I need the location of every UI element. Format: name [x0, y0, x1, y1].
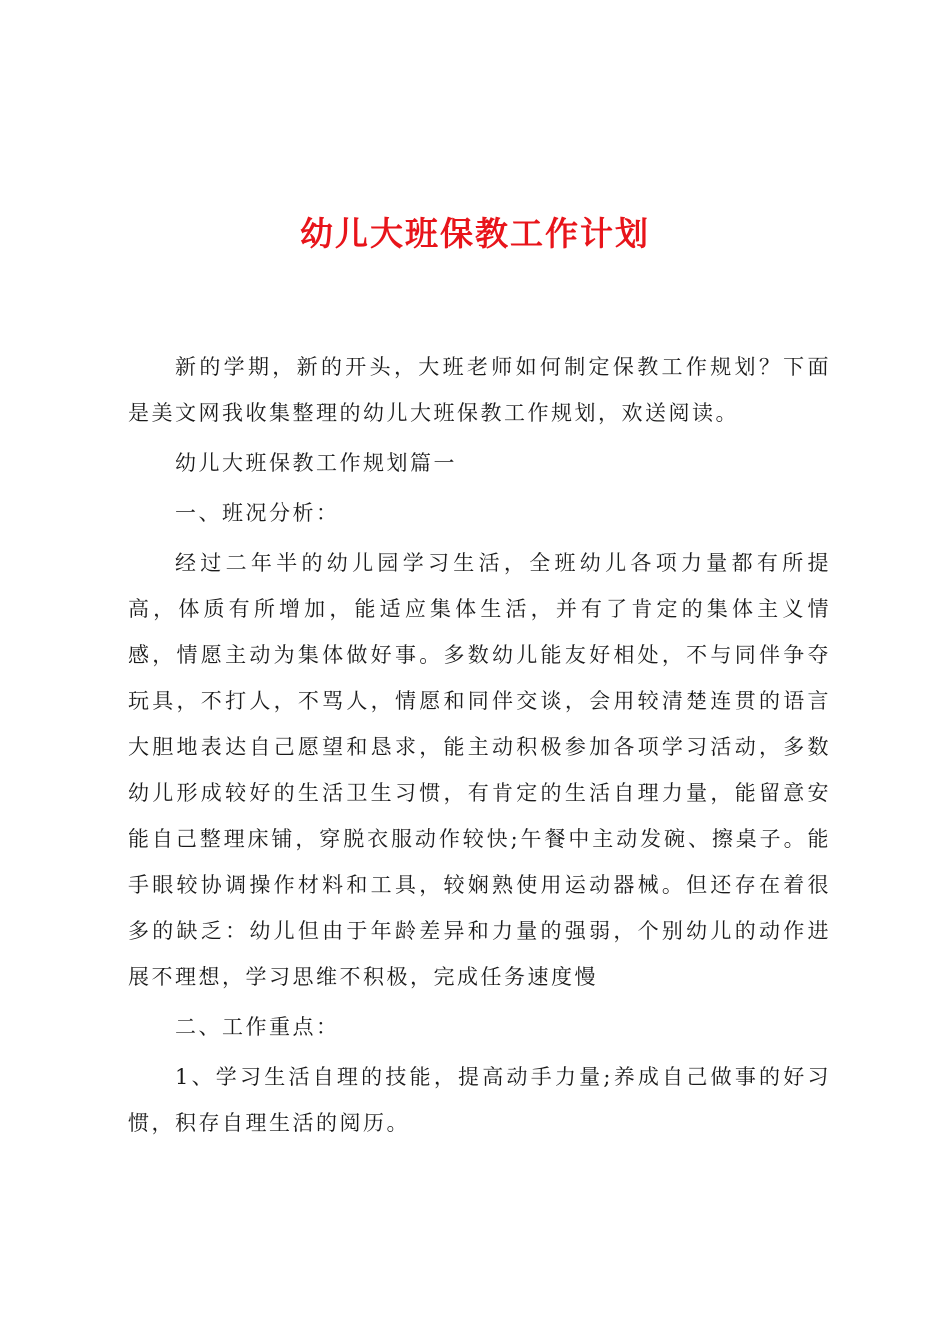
class-analysis-paragraph: 经过二年半的幼儿园学习生活，全班幼儿各项力量都有所提高，体质有所增加，能适应集体生活，并有了肯定的集体主义情感，情愿主动为集体做好事。多数幼儿能友好相处，不与同伴争夺玩具，不打人，不骂人，情愿和同伴交谈，会用较清楚连贯的语言大胆地表达自己愿望和恳求，能主动积极参加各项学习活动，多数幼儿形成较好的生活卫生习惯，有肯定的生活自理力量，能留意安能自己整理床铺，穿脱衣服动作较快;午餐中主动发碗、擦桌子。能手眼较协调操作材料和工具，较娴熟使用运动器械。但还存在着很多的缺乏：幼儿但由于年龄差异和力量的强弱，个别幼儿的动作进展不理想，学习思维不积极，完成任务速度慢: [128, 551, 831, 989]
document-title: 幼儿大班保教工作计划: [300, 214, 650, 253]
section-heading-work-focus: 二、工作重点：: [175, 1015, 340, 1039]
section-heading-part-one: 幼儿大班保教工作规划篇一: [175, 451, 457, 475]
document-body: [128, 344, 831, 1150]
work-focus-item-1: 1、学习生活自理的技能，提高动手力量;养成自己做事的好习惯，积存自理生活的阅历。: [128, 1065, 831, 1135]
section-heading-class-analysis: 一、班况分析：: [175, 501, 340, 525]
intro-paragraph: 新的学期，新的开头，大班老师如何制定保教工作规划？下面是美文网我收集整理的幼儿大班保教工作规划，欢送阅读。: [128, 355, 831, 425]
